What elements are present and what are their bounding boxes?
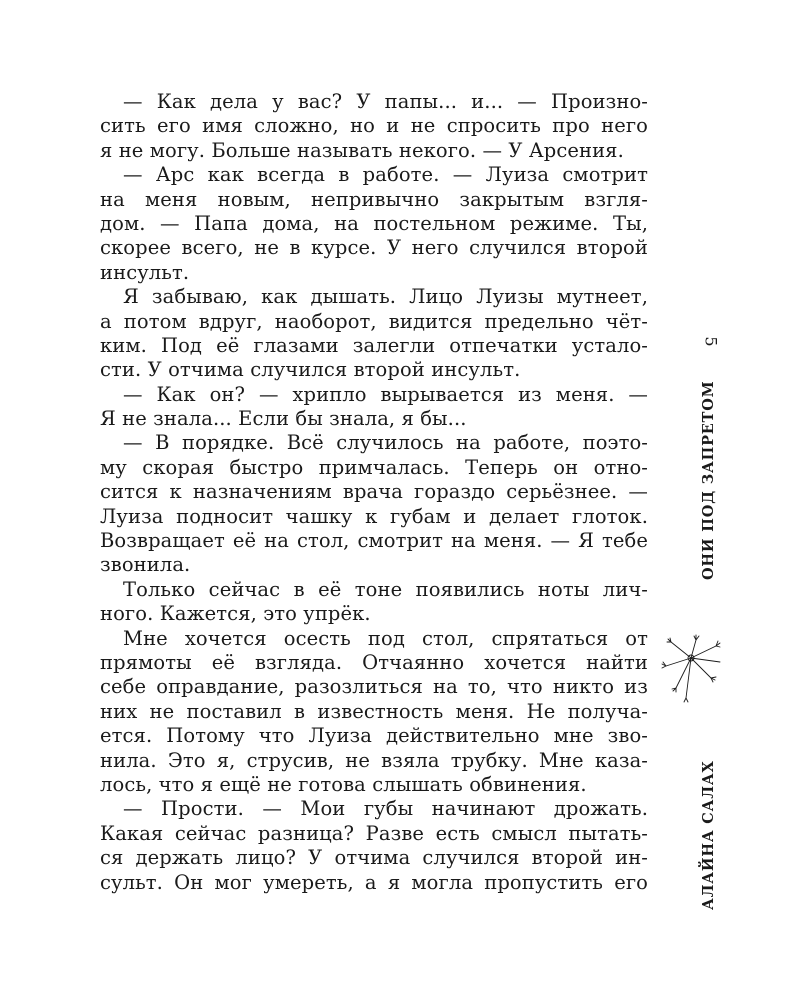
text-line: ется. Потому что Луиза действительно мне зво- xyxy=(100,724,648,748)
text-line: лось, что я ещё не готова слышать обвинения. xyxy=(100,772,587,796)
text-line: Мне хочется осесть под стол, спрятаться от xyxy=(123,626,648,650)
text-line: ким. Под её глазами залегли отпечатки устало- xyxy=(100,333,648,357)
text-line: сится к назначениям врача гораздо серьёзнее. — xyxy=(100,480,648,504)
text-line: — Прости. — Мои губы начинают дрожать. xyxy=(123,797,648,821)
text-line: звонила. xyxy=(100,553,191,577)
text-line: сить его имя сложно, но и не спросить про него xyxy=(100,114,648,138)
text-line: себе оправдание, разозлиться на то, что никто из xyxy=(100,675,648,699)
text-line: Какая сейчас разница? Разве есть смысл пытать- xyxy=(100,821,648,845)
text-line: — Как он? — хрипло вырывается из меня. — xyxy=(123,382,648,406)
text-line: дом. — Папа дома, на постельном режиме. Ты, xyxy=(100,211,648,235)
text-line: му скорая быстро примчалась. Теперь он отно- xyxy=(100,455,648,479)
page-number xyxy=(700,323,722,359)
text-line: на меня новым, непривычно закрытым взгля- xyxy=(100,187,648,211)
text-line: Только сейчас в её тоне появились ноты лич- xyxy=(123,577,648,601)
text-line: а потом вдруг, наоборот, видится предельно чёт- xyxy=(100,309,648,333)
text-line: — Как дела у вас? У папы... и... — Произно- xyxy=(123,90,648,113)
running-head-book-title: ОНИ ПОД ЗАПРЕТОМ xyxy=(700,380,717,580)
text-line: — В порядке. Всё случилось на работе, поэто- xyxy=(123,431,648,455)
text-line: Возвращает её на стол, смотрит на меня. — Я тебе xyxy=(100,529,648,553)
text-line: скорее всего, не в курсе. У него случился второй xyxy=(100,236,648,260)
text-line: нила. Это я, струсив, не взяла трубку. Мне каза- xyxy=(100,748,648,772)
text-line: ного. Кажется, это упрёк. xyxy=(100,602,371,626)
page-body-text xyxy=(100,90,648,895)
text-line: сульт. Он мог умереть, а я могла пропустить его xyxy=(100,870,648,894)
text-line: инсульт. xyxy=(100,260,190,284)
text-line: я не могу. Больше называть некого. — У Арсения. xyxy=(100,138,624,162)
text-line: Я не знала... Если бы знала, я бы... xyxy=(100,407,467,431)
dandelion-seeds-icon xyxy=(656,628,726,708)
text-line: прямоты её взгляда. Отчаянно хочется найти xyxy=(100,650,648,674)
text-line: них не поставил в известность меня. Не получа- xyxy=(100,699,648,723)
text-line: сти. У отчима случился второй инсульт. xyxy=(100,358,521,382)
page-number-value: 5 xyxy=(701,335,721,347)
text-line: Я забываю, как дышать. Лицо Луизы мутнеет, xyxy=(123,285,648,309)
running-head-author: АЛАЙНА САЛАХ xyxy=(700,760,717,910)
text-line: ся держать лицо? У отчима случился второй ин- xyxy=(100,846,648,870)
text-line: Луиза подносит чашку к губам и делает глоток. xyxy=(100,504,648,528)
text-line: — Арс как всегда в работе. — Луиза смотрит xyxy=(123,163,648,187)
